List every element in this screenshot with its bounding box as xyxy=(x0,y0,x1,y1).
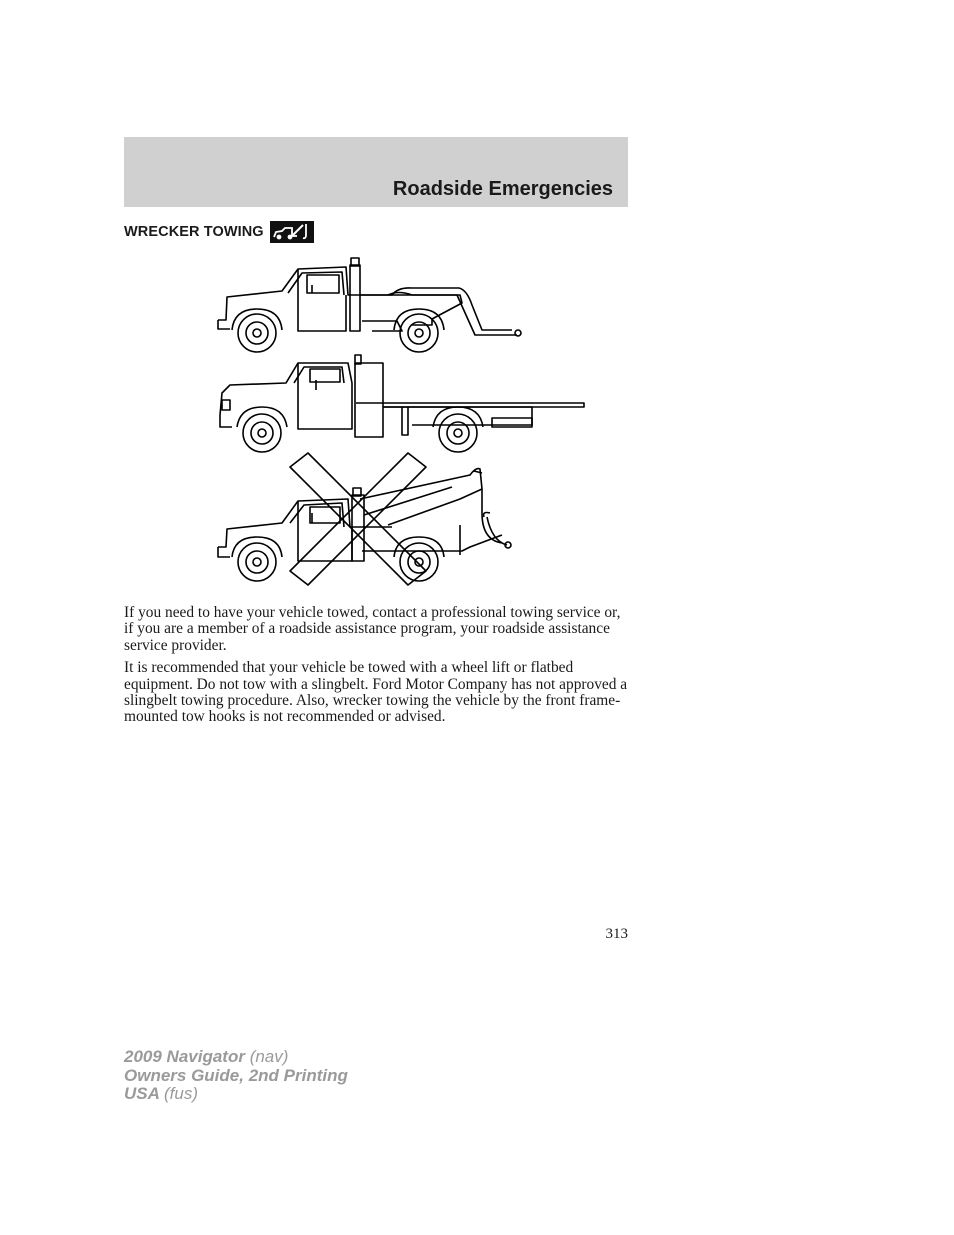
footer-line-market xyxy=(124,1085,348,1104)
footer-market: USA xyxy=(124,1084,160,1103)
page-title: Roadside Emergencies xyxy=(392,178,613,200)
footer-model-code: (nav) xyxy=(249,1047,289,1066)
footer-model: 2009 Navigator xyxy=(124,1047,245,1066)
header-band xyxy=(124,137,628,207)
wheel-lift-truck xyxy=(218,258,521,352)
section-heading xyxy=(124,221,314,243)
flatbed-truck xyxy=(220,355,584,452)
footer xyxy=(124,1048,348,1104)
footer-line-model xyxy=(124,1048,348,1067)
section-title: WRECKER TOWING xyxy=(124,224,264,240)
towing-methods-illustration xyxy=(212,255,592,595)
body-text xyxy=(124,605,630,732)
page-number: 313 xyxy=(605,926,628,942)
paragraph: If you need to have your vehicle towed, contact a professional towing service or, if you are a member of a roadside assistance program, your roadside assistance service provider. xyxy=(124,604,621,654)
tow-truck-icon xyxy=(270,221,314,243)
slingbelt-wrecker-truck xyxy=(218,469,511,581)
footer-market-code: (fus) xyxy=(164,1084,198,1103)
footer-edition: Owners Guide, 2nd Printing xyxy=(124,1065,348,1085)
paragraph: It is recommended that your vehicle be towed with a wheel lift or flatbed equipment. Do not tow with a slingbelt. Ford Motor Company has not approved a slingbelt towing procedure. Also, wrecker towing the vehicle by the front frame-mounted tow hooks is not recommended or advised. xyxy=(124,659,628,726)
